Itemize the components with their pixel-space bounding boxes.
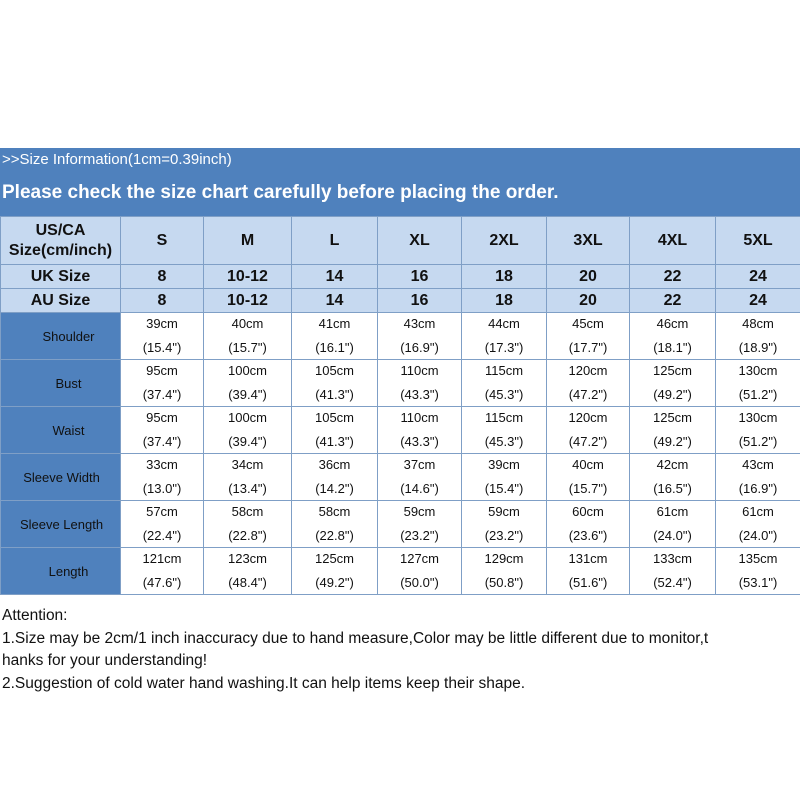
cm-value: 125cm: [314, 551, 355, 566]
inch-value: (48.4"): [228, 575, 267, 590]
measurement-cell: [121, 360, 204, 407]
header-label: UK Size: [1, 265, 121, 289]
cm-value: 130cm: [738, 410, 778, 425]
cm-value: 115cm: [484, 363, 524, 378]
inch-value: (16.1"): [315, 340, 354, 355]
inch-value: (17.3"): [484, 340, 524, 355]
size-cell: 10-12: [204, 289, 292, 313]
inch-value: (52.4"): [653, 575, 692, 590]
size-cell: 5XL: [716, 217, 800, 265]
inch-value: (24.0"): [653, 528, 692, 543]
measurement-cell: [204, 313, 292, 360]
inch-value: (23.2"): [484, 528, 524, 543]
measurement-cell: [547, 501, 630, 548]
inch-value: (15.7"): [228, 340, 267, 355]
size-cell: 2XL: [462, 217, 547, 265]
inch-value: (22.4"): [142, 528, 182, 543]
measurement-cell: [292, 501, 378, 548]
inch-value: (39.4"): [228, 387, 267, 402]
inch-value: (47.2"): [568, 434, 608, 449]
inch-value: (41.3"): [315, 387, 354, 402]
cm-value: 135cm: [738, 551, 778, 566]
cm-value: 36cm: [318, 457, 351, 472]
inch-value: (51.2"): [738, 387, 778, 402]
measurement-cell: [292, 548, 378, 595]
cm-value: 95cm: [146, 410, 178, 425]
inch-value: (14.2"): [315, 481, 354, 496]
measurement-row: [1, 454, 800, 501]
inch-value: (49.2"): [653, 434, 692, 449]
inch-value: (24.0"): [738, 528, 778, 543]
measurement-cell: [716, 454, 800, 501]
cm-value: 105cm: [314, 410, 355, 425]
size-cell: 8: [121, 289, 204, 313]
measurement-cell: [292, 360, 378, 407]
measurement-label-text: Waist: [52, 422, 85, 438]
measurement-cell: [716, 548, 800, 595]
cm-value: 125cm: [652, 363, 693, 378]
inch-value: (45.3"): [484, 387, 524, 402]
measurement-cell: [462, 454, 547, 501]
measurement-cell: [462, 501, 547, 548]
size-header-row: [1, 217, 800, 265]
attention-notes: [2, 605, 708, 695]
inch-value: (43.3"): [400, 387, 439, 402]
measurement-cell: [378, 407, 462, 454]
cm-value: 123cm: [227, 551, 268, 566]
inch-value: (13.4"): [228, 481, 267, 496]
cm-value: 42cm: [656, 457, 689, 472]
size-info-banner: [0, 148, 800, 216]
size-cell: 20: [547, 289, 630, 313]
cm-value: 44cm: [488, 316, 520, 331]
size-cell: 20: [547, 265, 630, 289]
cm-value: 61cm: [656, 504, 689, 519]
cm-value: 133cm: [652, 551, 693, 566]
cm-value: 34cm: [231, 457, 264, 472]
measurement-cell: [204, 360, 292, 407]
attention-heading: Attention:: [2, 607, 68, 624]
measurement-cell: [378, 501, 462, 548]
measurement-cell: [204, 407, 292, 454]
size-cell: L: [292, 217, 378, 265]
size-cell: S: [121, 217, 204, 265]
measurement-label: [1, 407, 121, 454]
size-cell: 4XL: [630, 217, 716, 265]
cm-value: 59cm: [488, 504, 520, 519]
note-line-1a: 1.Size may be 2cm/1 inch inaccuracy due to hand measure,Color may be little different due to monitor,t: [2, 629, 709, 647]
size-chart-table: [0, 216, 800, 595]
measurement-label-text: Length: [48, 563, 89, 579]
inch-value: (15.4"): [484, 481, 524, 496]
measurement-cell: [547, 360, 630, 407]
measurement-label: [1, 501, 121, 548]
measurement-cell: [204, 454, 292, 501]
inch-value: (22.8"): [315, 528, 354, 543]
cm-value: 48cm: [742, 316, 774, 331]
measurement-cell: [716, 360, 800, 407]
uk-size-row: [1, 265, 800, 289]
cm-value: 39cm: [146, 316, 178, 331]
cm-value: 43cm: [742, 457, 774, 472]
measurement-cell: [630, 548, 716, 595]
measurement-cell: [292, 407, 378, 454]
cm-value: 57cm: [146, 504, 178, 519]
cm-value: 59cm: [403, 504, 436, 519]
measurement-label: [1, 360, 121, 407]
cm-value: 110cm: [400, 363, 439, 378]
measurement-cell: [378, 454, 462, 501]
cm-value: 127cm: [399, 551, 440, 566]
cm-value: 131cm: [568, 551, 608, 566]
measurement-label: [1, 313, 121, 360]
measurement-cell: [121, 407, 204, 454]
inch-value: (13.0"): [142, 481, 182, 496]
cm-value: 58cm: [318, 504, 351, 519]
cm-value: 43cm: [403, 316, 436, 331]
inch-value: (15.7"): [568, 481, 608, 496]
inch-value: (37.4"): [142, 434, 182, 449]
inch-value: (39.4"): [228, 434, 267, 449]
note-line-2: 2.Suggestion of cold water hand washing.It can help items keep their shape.: [2, 674, 526, 692]
measurement-cell: [204, 548, 292, 595]
size-cell: 14: [292, 265, 378, 289]
measurement-label-text: Sleeve Length: [19, 516, 104, 532]
cm-value: 60cm: [572, 504, 604, 519]
measurement-cell: [716, 313, 800, 360]
measurement-cell: [121, 454, 204, 501]
measurement-cell: [716, 501, 800, 548]
inch-value: (53.1"): [738, 575, 778, 590]
cm-value: 130cm: [738, 363, 778, 378]
measurement-row: [1, 501, 800, 548]
measurement-cell: [121, 501, 204, 548]
measurement-cell: [462, 313, 547, 360]
cm-value: 129cm: [484, 551, 524, 566]
measurement-cell: [378, 360, 462, 407]
measurement-cell: [462, 407, 547, 454]
cm-value: 39cm: [488, 457, 520, 472]
measurement-cell: [462, 548, 547, 595]
measurement-row: [1, 548, 800, 595]
cm-value: 46cm: [656, 316, 689, 331]
size-cell: 24: [716, 265, 800, 289]
inch-value: (18.1"): [653, 340, 692, 355]
measurement-cell: [121, 313, 204, 360]
size-cell: 18: [462, 265, 547, 289]
inch-value: (43.3"): [400, 434, 439, 449]
cm-value: 95cm: [146, 363, 178, 378]
measurement-cell: [292, 454, 378, 501]
measurement-label-text: Bust: [55, 375, 82, 391]
header-label: [1, 217, 121, 265]
measurement-label: [1, 454, 121, 501]
note-line-1b: hanks for your understanding!: [2, 652, 208, 669]
measurement-cell: [547, 548, 630, 595]
measurement-row: [1, 360, 800, 407]
measurement-cell: [630, 313, 716, 360]
measurement-cell: [204, 501, 292, 548]
inch-value: (41.3"): [315, 434, 354, 449]
measurement-row: [1, 407, 800, 454]
inch-value: (23.2"): [400, 528, 439, 543]
size-cell: M: [204, 217, 292, 265]
inch-value: (51.6"): [568, 575, 608, 590]
measurement-cell: [630, 454, 716, 501]
measurement-cell: [547, 454, 630, 501]
size-cell: 16: [378, 265, 462, 289]
measurement-label-text: Shoulder: [42, 328, 95, 344]
cm-value: 125cm: [652, 410, 693, 425]
cm-value: 121cm: [142, 551, 182, 566]
size-cell: XL: [378, 217, 462, 265]
inch-value: (17.7"): [568, 340, 608, 355]
measurement-cell: [292, 313, 378, 360]
measurement-cell: [547, 407, 630, 454]
size-cell: 14: [292, 289, 378, 313]
size-cell: 8: [121, 265, 204, 289]
measurement-cell: [630, 501, 716, 548]
cm-value: 58cm: [231, 504, 264, 519]
inch-value: (47.6"): [142, 575, 182, 590]
measurement-cell: [630, 360, 716, 407]
measurement-cell: [630, 407, 716, 454]
cm-value: 45cm: [572, 316, 604, 331]
inch-value: (45.3"): [484, 434, 524, 449]
inch-value: (18.9"): [738, 340, 778, 355]
inch-value: (16.5"): [653, 481, 692, 496]
cm-value: 40cm: [231, 316, 264, 331]
measurement-cell: [378, 548, 462, 595]
inch-value: (50.8"): [484, 575, 524, 590]
measurement-label-text: Sleeve Width: [23, 469, 100, 485]
size-chart-notice: Please check the size chart carefully before placing the order.: [2, 182, 559, 203]
cm-value: 37cm: [403, 457, 436, 472]
measurement-cell: [547, 313, 630, 360]
cm-value: 61cm: [742, 504, 774, 519]
cm-value: 33cm: [146, 457, 178, 472]
inch-value: (16.9"): [738, 481, 778, 496]
size-cell: 3XL: [547, 217, 630, 265]
cm-value: 100cm: [227, 410, 268, 425]
inch-value: (51.2"): [738, 434, 778, 449]
measurement-label: [1, 548, 121, 595]
inch-value: (37.4"): [142, 387, 182, 402]
au-size-row: [1, 289, 800, 313]
header-label-line: US/CA Size(cm/inch): [8, 221, 113, 259]
inch-value: (47.2"): [568, 387, 608, 402]
measurement-cell: [716, 407, 800, 454]
measurement-cell: [121, 548, 204, 595]
measurement-row: [1, 313, 800, 360]
inch-value: (49.2"): [653, 387, 692, 402]
size-cell: 16: [378, 289, 462, 313]
measurement-cell: [378, 313, 462, 360]
cm-value: 41cm: [318, 316, 351, 331]
size-cell: 18: [462, 289, 547, 313]
cm-value: 40cm: [572, 457, 604, 472]
cm-value: 115cm: [484, 410, 524, 425]
size-cell: 10-12: [204, 265, 292, 289]
inch-value: (50.0"): [400, 575, 439, 590]
inch-value: (49.2"): [315, 575, 354, 590]
inch-value: (14.6"): [400, 481, 439, 496]
size-cell: 22: [630, 289, 716, 313]
header-label: AU Size: [1, 289, 121, 313]
measurement-cell: [462, 360, 547, 407]
inch-value: (15.4"): [142, 340, 182, 355]
cm-value: 120cm: [568, 410, 608, 425]
size-cell: 24: [716, 289, 800, 313]
cm-value: 105cm: [314, 363, 355, 378]
cm-value: 110cm: [400, 410, 439, 425]
size-info-title: >>Size Information(1cm=0.39inch): [2, 151, 232, 168]
inch-value: (22.8"): [228, 528, 267, 543]
inch-value: (23.6"): [568, 528, 608, 543]
cm-value: 100cm: [227, 363, 268, 378]
cm-value: 120cm: [568, 363, 608, 378]
inch-value: (16.9"): [400, 340, 439, 355]
size-cell: 22: [630, 265, 716, 289]
